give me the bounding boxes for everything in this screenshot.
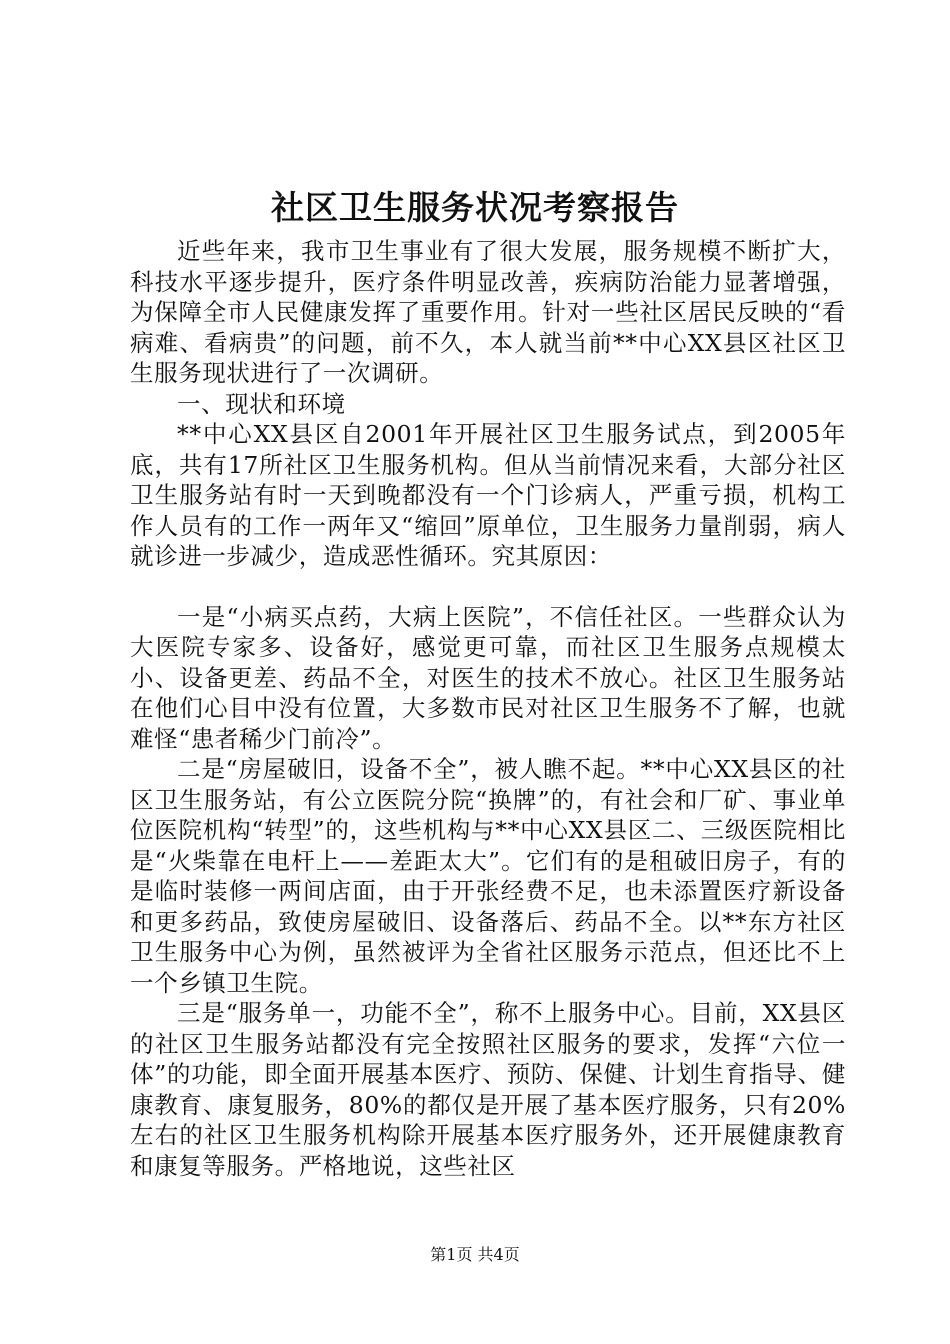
- paragraph-status: **中心XX县区自2001年开展社区卫生服务试点，到2005年底，共有17所社区卫生服务机构。但从当前情况来看，大部分社区卫生服务站有时一天到晚都没有一个门诊病人，严重亏损，机构工作人员有的工作一两年又“缩回”原单位，卫生服务力量削弱，病人就诊进一步减少，造成恶性循环。究其原因：: [130, 420, 846, 570]
- page-footer: 第1页 共4页: [430, 1245, 520, 1264]
- paragraph-gap: [130, 572, 846, 602]
- paragraph-reason-2: 二是“房屋破旧，设备不全”，被人瞧不起。**中心XX县区的社区卫生服务站，有公立医院分院“换牌”的，有社会和厂矿、事业单位医院机构“转型”的，这些机构与**中心XX县区二、三级医院相比是“火柴靠在电杆上——差距太大”。它们有的是租破旧房子，有的是临时装修一两间店面，由于开张经费不足，也未添置医疗新设备和更多药品，致使房屋破旧、设备落后、药品不全。以**东方社区卫生服务中心为例，虽然被评为全省社区服务示范点，但还比不上一个乡镇卫生院。: [130, 755, 846, 997]
- document-title: 社区卫生服务状况考察报告: [271, 188, 679, 227]
- document-body: [130, 236, 846, 1181]
- paragraph-reason-1: 一是“小病买点药，大病上医院”，不信任社区。一些群众认为大医院专家多、设备好，感觉更可靠，而社区卫生服务点规模太小、设备更差、药品不全，对医生的技术不放心。社区卫生服务站在他们心目中没有位置，大多数市民对社区卫生服务不了解，也就难怪“患者稀少门前冷”。: [130, 602, 846, 753]
- paragraph-intro: 近些年来，我市卫生事业有了很大发展，服务规模不断扩大，科技水平逐步提升，医疗条件明显改善，疾病防治能力显著增强，为保障全市人民健康发挥了重要作用。针对一些社区居民反映的“看病难、看病贵”的问题，前不久，本人就当前**中心XX县区社区卫生服务现状进行了一次调研。: [130, 237, 846, 387]
- paragraph-reason-3: 三是“服务单一，功能不全”，称不上服务中心。目前，XX县区的社区卫生服务站都没有完全按照社区服务的要求，发挥“六位一体”的功能，即全面开展基本医疗、预防、保健、计划生育指导、健康教育、康复服务，80%的都仅是开展了基本医疗服务，只有20%左右的社区卫生服务机构除开展基本医疗服务外，还开展健康教育和康复等服务。严格地说，这些社区: [130, 999, 846, 1180]
- section-heading: 一、现状和环境: [177, 389, 346, 418]
